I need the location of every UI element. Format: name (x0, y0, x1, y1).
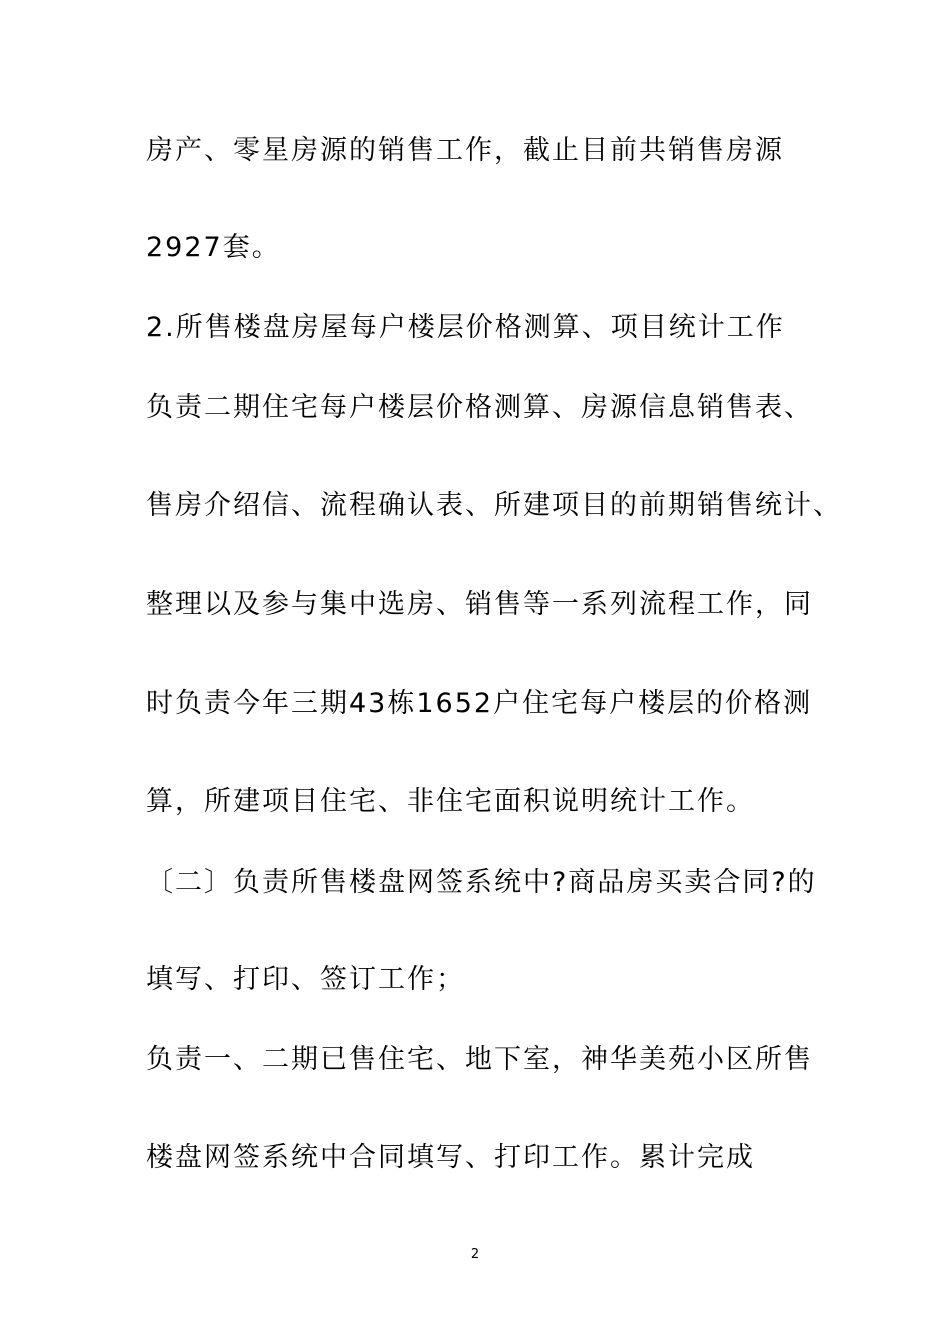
section-heading: 2.所售楼盘房屋每户楼层价格测算、项目统计工作 (146, 312, 785, 343)
section-heading: 〔二〕负责所售楼盘网签系统中?商品房买卖合同?的 (146, 867, 817, 898)
body-text-line: 房产、零星房源的销售工作，截止目前共销售房源 (146, 135, 784, 166)
body-text-line: 售房介绍信、流程确认表、所建项目的前期销售统计、 (146, 490, 842, 521)
body-text-line: 时负责今年三期43栋1652户住宅每户楼层的价格测 (146, 688, 813, 719)
body-text-line: 负责二期住宅每户楼层价格测算、房源信息销售表、 (146, 392, 813, 423)
body-text-line: 整理以及参与集中选房、销售等一系列流程工作，同 (146, 589, 813, 620)
body-text-line: 负责一、二期已售住宅、地下室，神华美苑小区所售 (146, 1044, 813, 1075)
body-text-line: 填写、打印、签订工作； (146, 964, 465, 995)
body-text-line: 楼盘网签系统中合同填写、打印工作。累计完成 (146, 1142, 755, 1173)
body-text-line: 算，所建项目住宅、非住宅面积说明统计工作。 (146, 786, 755, 817)
body-text-line: 2927套。 (146, 232, 281, 263)
page-number: 2 (470, 1247, 480, 1262)
